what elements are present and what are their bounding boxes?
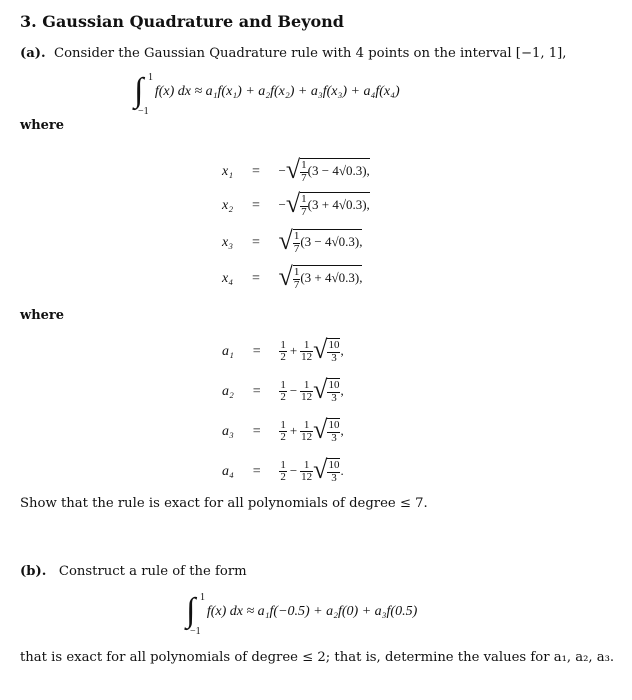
fraction-numerator: 1	[301, 158, 307, 171]
fraction-denominator: 12	[301, 351, 313, 364]
node-sign: −	[278, 197, 286, 212]
node-row	[222, 152, 370, 184]
weight-tail: ,	[340, 343, 344, 358]
weight-operator: −	[289, 463, 298, 478]
sqrt-icon: √	[313, 415, 328, 444]
weight-label: a₂	[222, 384, 234, 399]
fraction	[279, 340, 287, 364]
node-label: x₃	[222, 235, 234, 250]
fraction-denominator: 2	[280, 471, 286, 484]
fraction-numerator: 1	[300, 340, 313, 353]
integral-rhs: f(x) dx ≈ a₁f(−0.5) + a₂f(0) + a₃f(0.5)	[206, 604, 418, 619]
fraction-numerator: 10	[328, 378, 340, 391]
equals-sign: =	[251, 271, 261, 286]
sqrt-icon: √	[278, 262, 293, 291]
radicand	[300, 192, 370, 218]
equals-sign: =	[251, 384, 262, 399]
fraction	[279, 380, 287, 404]
fraction-numerator: 1	[300, 420, 313, 433]
fraction	[300, 420, 313, 444]
weight-row	[222, 452, 344, 484]
integral-sign: ∫	[186, 592, 196, 629]
sqrt-icon: √	[313, 335, 328, 364]
fraction-denominator: 7	[293, 242, 300, 255]
part-a-conclusion: Show that the rule is exact for all polynomials of degree ≤ 7.	[20, 496, 428, 511]
fraction	[300, 160, 308, 184]
integral-lower-limit: −1	[138, 106, 149, 117]
fraction-numerator: 1	[280, 338, 286, 351]
node-label: x₁	[222, 164, 234, 179]
radicand	[293, 229, 363, 255]
sqrt-icon: √	[313, 455, 328, 484]
fraction-denominator: 12	[301, 471, 313, 484]
fraction-numerator: 1	[300, 380, 313, 393]
fraction	[300, 380, 313, 404]
equals-sign: =	[251, 235, 261, 250]
weight-label: a₃	[222, 424, 234, 439]
fraction-denominator: 7	[301, 171, 307, 184]
node-inner: (3 + 4√0.3),	[307, 197, 370, 212]
weight-row	[222, 412, 344, 444]
fraction-denominator: 2	[280, 351, 286, 364]
weight-label: a₁	[222, 344, 234, 359]
fraction-numerator: 10	[328, 458, 340, 471]
radicand	[327, 418, 340, 444]
fraction-numerator: 1	[280, 458, 286, 471]
node-row	[222, 223, 362, 255]
fraction-denominator: 2	[280, 431, 286, 444]
fraction-denominator: 7	[293, 278, 300, 291]
fraction	[279, 420, 287, 444]
node-inner: (3 + 4√0.3),	[300, 270, 363, 285]
fraction-denominator: 3	[331, 431, 337, 444]
problem-title: 3. Gaussian Quadrature and Beyond	[20, 12, 344, 31]
fraction-numerator: 10	[328, 338, 340, 351]
fraction	[327, 460, 340, 484]
fraction-numerator: 1	[300, 460, 313, 473]
fraction-denominator: 12	[301, 431, 313, 444]
fraction-denominator: 7	[301, 205, 307, 218]
weight-operator: +	[289, 343, 298, 358]
fraction	[279, 460, 287, 484]
fraction	[327, 340, 340, 364]
node-inner: (3 − 4√0.3),	[307, 163, 370, 178]
fraction	[327, 380, 340, 404]
weight-operator: −	[289, 383, 298, 398]
sqrt-icon: √	[285, 155, 301, 184]
fraction	[300, 194, 308, 218]
where-label-1: where	[20, 118, 65, 133]
equals-sign: =	[251, 164, 261, 179]
integral-lower-limit: −1	[190, 626, 201, 637]
part-b-integral	[186, 588, 418, 637]
weight-label: a₄	[222, 464, 234, 479]
fraction-denominator: 12	[301, 391, 313, 404]
radicand	[293, 265, 363, 291]
fraction	[327, 420, 340, 444]
sqrt-icon: √	[285, 189, 301, 218]
fraction-numerator: 1	[280, 378, 286, 391]
fraction	[300, 460, 313, 484]
part-b-conclusion: that is exact for all polynomials of degree ≤ 2; that is, determine the values for a₁, a₂, a₃.	[20, 650, 615, 665]
part-a-intro	[20, 46, 567, 61]
fraction-numerator: 1	[293, 229, 300, 242]
integral-upper-limit: 1	[148, 72, 153, 83]
sqrt-icon: √	[313, 375, 328, 404]
radicand	[327, 338, 340, 364]
node-row	[222, 259, 362, 291]
node-inner: (3 − 4√0.3),	[300, 234, 363, 249]
equals-sign: =	[251, 198, 261, 213]
fraction	[300, 340, 313, 364]
node-sign: −	[278, 163, 286, 178]
part-a-text: Consider the Gaussian Quadrature rule with 4 points on the interval [−1, 1],	[54, 46, 567, 61]
radicand	[300, 158, 370, 184]
part-b-text: Construct a rule of the form	[58, 564, 247, 579]
weight-row	[222, 372, 344, 404]
fraction-denominator: 3	[331, 471, 337, 484]
part-b-intro	[20, 564, 247, 579]
weight-tail: .	[340, 463, 344, 478]
integral-rhs: f(x) dx ≈ a₁f(x₁) + a₂f(x₂) + a₃f(x₃) + a₄f(x₄)	[154, 84, 400, 99]
radicand	[327, 378, 340, 404]
fraction-numerator: 1	[293, 265, 300, 278]
fraction-numerator: 1	[301, 192, 307, 205]
node-label: x₄	[222, 271, 234, 286]
fraction-denominator: 2	[280, 391, 286, 404]
node-row	[222, 186, 370, 218]
weight-operator: +	[289, 423, 298, 438]
node-label: x₂	[222, 198, 234, 213]
fraction-denominator: 3	[331, 351, 337, 364]
equals-sign: =	[251, 464, 262, 479]
fraction-numerator: 10	[328, 418, 340, 431]
sqrt-icon: √	[278, 226, 293, 255]
integral-upper-limit: 1	[200, 592, 205, 603]
fraction-denominator: 3	[331, 391, 337, 404]
integral-sign: ∫	[134, 72, 144, 109]
weight-tail: ,	[340, 383, 344, 398]
weight-tail: ,	[340, 423, 344, 438]
radicand	[327, 458, 340, 484]
fraction-numerator: 1	[280, 418, 286, 431]
equals-sign: =	[251, 344, 262, 359]
weight-row	[222, 332, 344, 364]
equals-sign: =	[251, 424, 262, 439]
part-a-integral	[134, 68, 400, 117]
part-a-label: (a).	[20, 46, 46, 61]
where-label-2: where	[20, 308, 65, 323]
part-b-label: (b).	[20, 564, 47, 579]
